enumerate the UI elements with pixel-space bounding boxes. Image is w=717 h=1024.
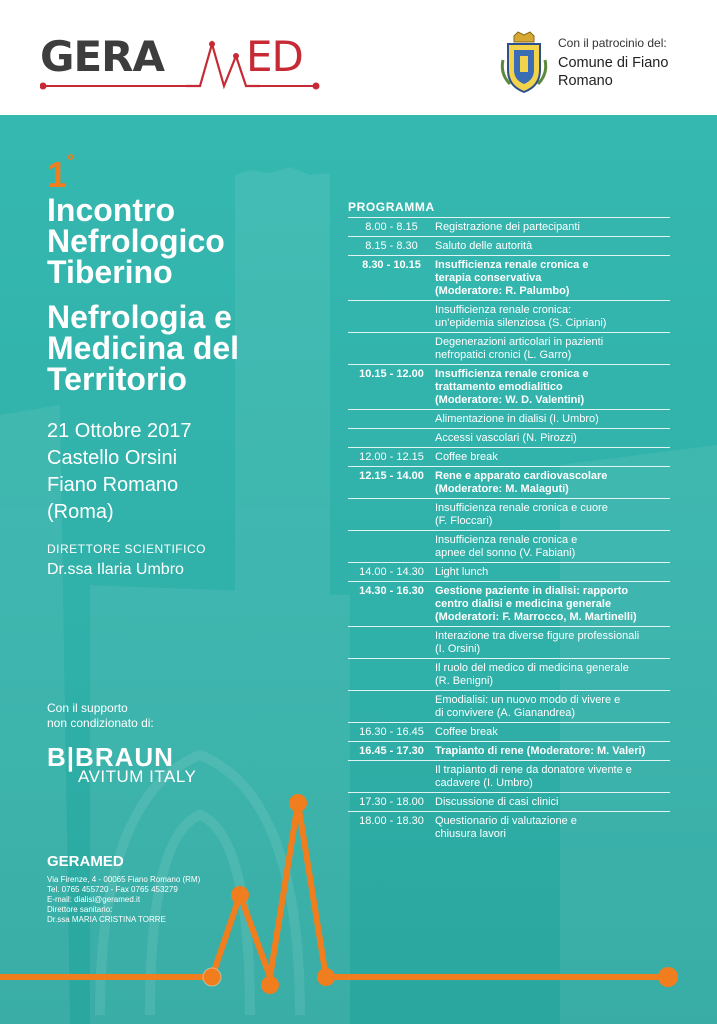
- footer-health-dir-label: Direttore sanitario:: [47, 905, 113, 914]
- footer-address: Via Firenze, 4 - 00065 Fiano Romano (RM): [47, 875, 201, 884]
- event-subtitle: Nefrologia e Medicina del Territorio: [47, 299, 240, 397]
- programme-line: Insufficienza renale cronica e: [435, 534, 578, 546]
- programme-line: Insufficienza renale cronica:: [435, 304, 572, 316]
- programme-time: 8.30 - 10.15: [362, 259, 421, 271]
- geramed-logo: [40, 32, 330, 97]
- sponsor-division: AVITUM ITALY: [78, 767, 197, 786]
- programme-line: Registrazione dei partecipanti: [435, 221, 580, 233]
- programme-line: Accessi vascolari (N. Pirozzi): [435, 432, 577, 444]
- programme-line: un'epidemia silenziosa (S. Cipriani): [435, 317, 607, 329]
- sponsor-label-2: non condizionato di:: [47, 716, 154, 730]
- programme-time: 10.15 - 12.00: [359, 368, 424, 380]
- footer-email: E-mail: dialisi@geramed.it: [47, 895, 141, 904]
- edition-value: 1: [47, 154, 68, 195]
- patronage-label: Con il patrocinio del:: [558, 36, 667, 50]
- coat-of-arms-icon: [500, 30, 548, 94]
- programme-title: PROGRAMMA: [348, 200, 435, 214]
- programme-line: trattamento emodialitico: [435, 381, 563, 393]
- programme-line: Saluto delle autorità: [435, 240, 533, 252]
- event-city: Fiano Romano: [47, 474, 179, 496]
- programme-time: 14.00 - 14.30: [359, 566, 424, 578]
- programme-line: Light lunch: [435, 566, 489, 578]
- programme-line: Gestione paziente in dialisi: rapporto: [435, 585, 629, 597]
- programme-line: (I. Orsini): [435, 643, 481, 655]
- programme-line: (Moderatore: R. Palumbo): [435, 285, 570, 297]
- programme-line: di convivere (A. Gianandrea): [435, 707, 576, 719]
- programme-time: 12.15 - 14.00: [359, 470, 424, 482]
- event-venue: Castello Orsini: [47, 447, 178, 469]
- programme-time: 18.00 - 18.30: [359, 815, 424, 827]
- programme-line: (R. Benigni): [435, 675, 494, 687]
- header: [0, 0, 717, 115]
- programme-line: nefropatici cronici (L. Garro): [435, 349, 572, 361]
- programme-time: 16.45 - 17.30: [359, 745, 424, 757]
- programme-line: Emodialisi: un nuovo modo di vivere e: [435, 694, 621, 706]
- programme-line: (Moderatore: M. Malaguti): [435, 483, 569, 495]
- programme-time: 17.30 - 18.00: [359, 796, 424, 808]
- programme-line: Il trapianto di rene da donatore vivente e: [435, 764, 632, 776]
- programme-line: (Moderatori: F. Marrocco, M. Martinelli): [435, 611, 637, 623]
- programme-line: Insufficienza renale cronica e: [435, 368, 589, 380]
- programme-line: Alimentazione in dialisi (I. Umbro): [435, 413, 599, 425]
- programme-time: 8.00 - 8.15: [365, 221, 418, 233]
- programme-line: centro dialisi e medicina generale: [435, 598, 612, 610]
- ecg-pulse-decoration: [0, 115, 717, 1024]
- programme-line: Interazione tra diverse figure professionali: [435, 630, 640, 642]
- programme-line: Questionario di valutazione e: [435, 815, 577, 827]
- programme-line: apnee del sonno (V. Fabiani): [435, 547, 576, 559]
- programme-time: 8.15 - 8.30: [365, 240, 418, 252]
- programme-time: 12.00 - 12.15: [359, 451, 424, 463]
- patronage-block: [500, 30, 700, 100]
- event-region: (Roma): [47, 501, 114, 523]
- director-name: Dr.ssa Ilaria Umbro: [47, 561, 184, 578]
- programme-line: cadavere (I. Umbro): [435, 777, 533, 789]
- programme-line: Discussione di casi clinici: [435, 796, 559, 808]
- sponsor-brand-logo: B|BRAUN: [47, 742, 174, 772]
- programme-line: Il ruolo del medico di medicina generale: [435, 662, 629, 674]
- programme-time: 16.30 - 16.45: [359, 726, 424, 738]
- programme-line: Trapianto di rene (Moderatore: M. Valeri): [435, 745, 646, 757]
- programme-line: (Moderatore: W. D. Valentini): [435, 394, 585, 406]
- programme-time: 14.30 - 16.30: [359, 585, 424, 597]
- programme-line: Insufficienza renale cronica e: [435, 259, 589, 271]
- programme-line: (F. Floccari): [435, 515, 493, 527]
- event-date: 21 Ottobre 2017: [47, 420, 192, 442]
- footer-health-dir-name: Dr.ssa MARIA CRISTINA TORRE: [47, 915, 166, 924]
- event-title: Incontro Nefrologico Tiberino: [47, 192, 225, 290]
- patronage-name: Comune di Fiano Romano: [558, 55, 669, 89]
- director-label: DIRETTORE SCIENTIFICO: [47, 542, 206, 556]
- footer-logo: GERAMED: [47, 853, 124, 870]
- sponsor-label-1: Con il supporto: [47, 701, 128, 715]
- logo-text-right: ED: [246, 32, 303, 81]
- programme-line: Coffee break: [435, 451, 498, 463]
- logo-text-left: GERA: [40, 32, 165, 81]
- programme-line: terapia conservativa: [435, 272, 542, 284]
- programme-line: chiusura lavori: [435, 828, 506, 840]
- programme-line: Insufficienza renale cronica e cuore: [435, 502, 608, 514]
- programme-line: Degenerazioni articolari in pazienti: [435, 336, 604, 348]
- programme-line: Rene e apparato cardiovascolare: [435, 470, 608, 482]
- programme-line: Coffee break: [435, 726, 498, 738]
- edition-suffix: °: [67, 151, 75, 171]
- main-poster: [0, 115, 717, 1024]
- footer-phone: Tel. 0765 455720 - Fax 0765 453279: [47, 885, 178, 894]
